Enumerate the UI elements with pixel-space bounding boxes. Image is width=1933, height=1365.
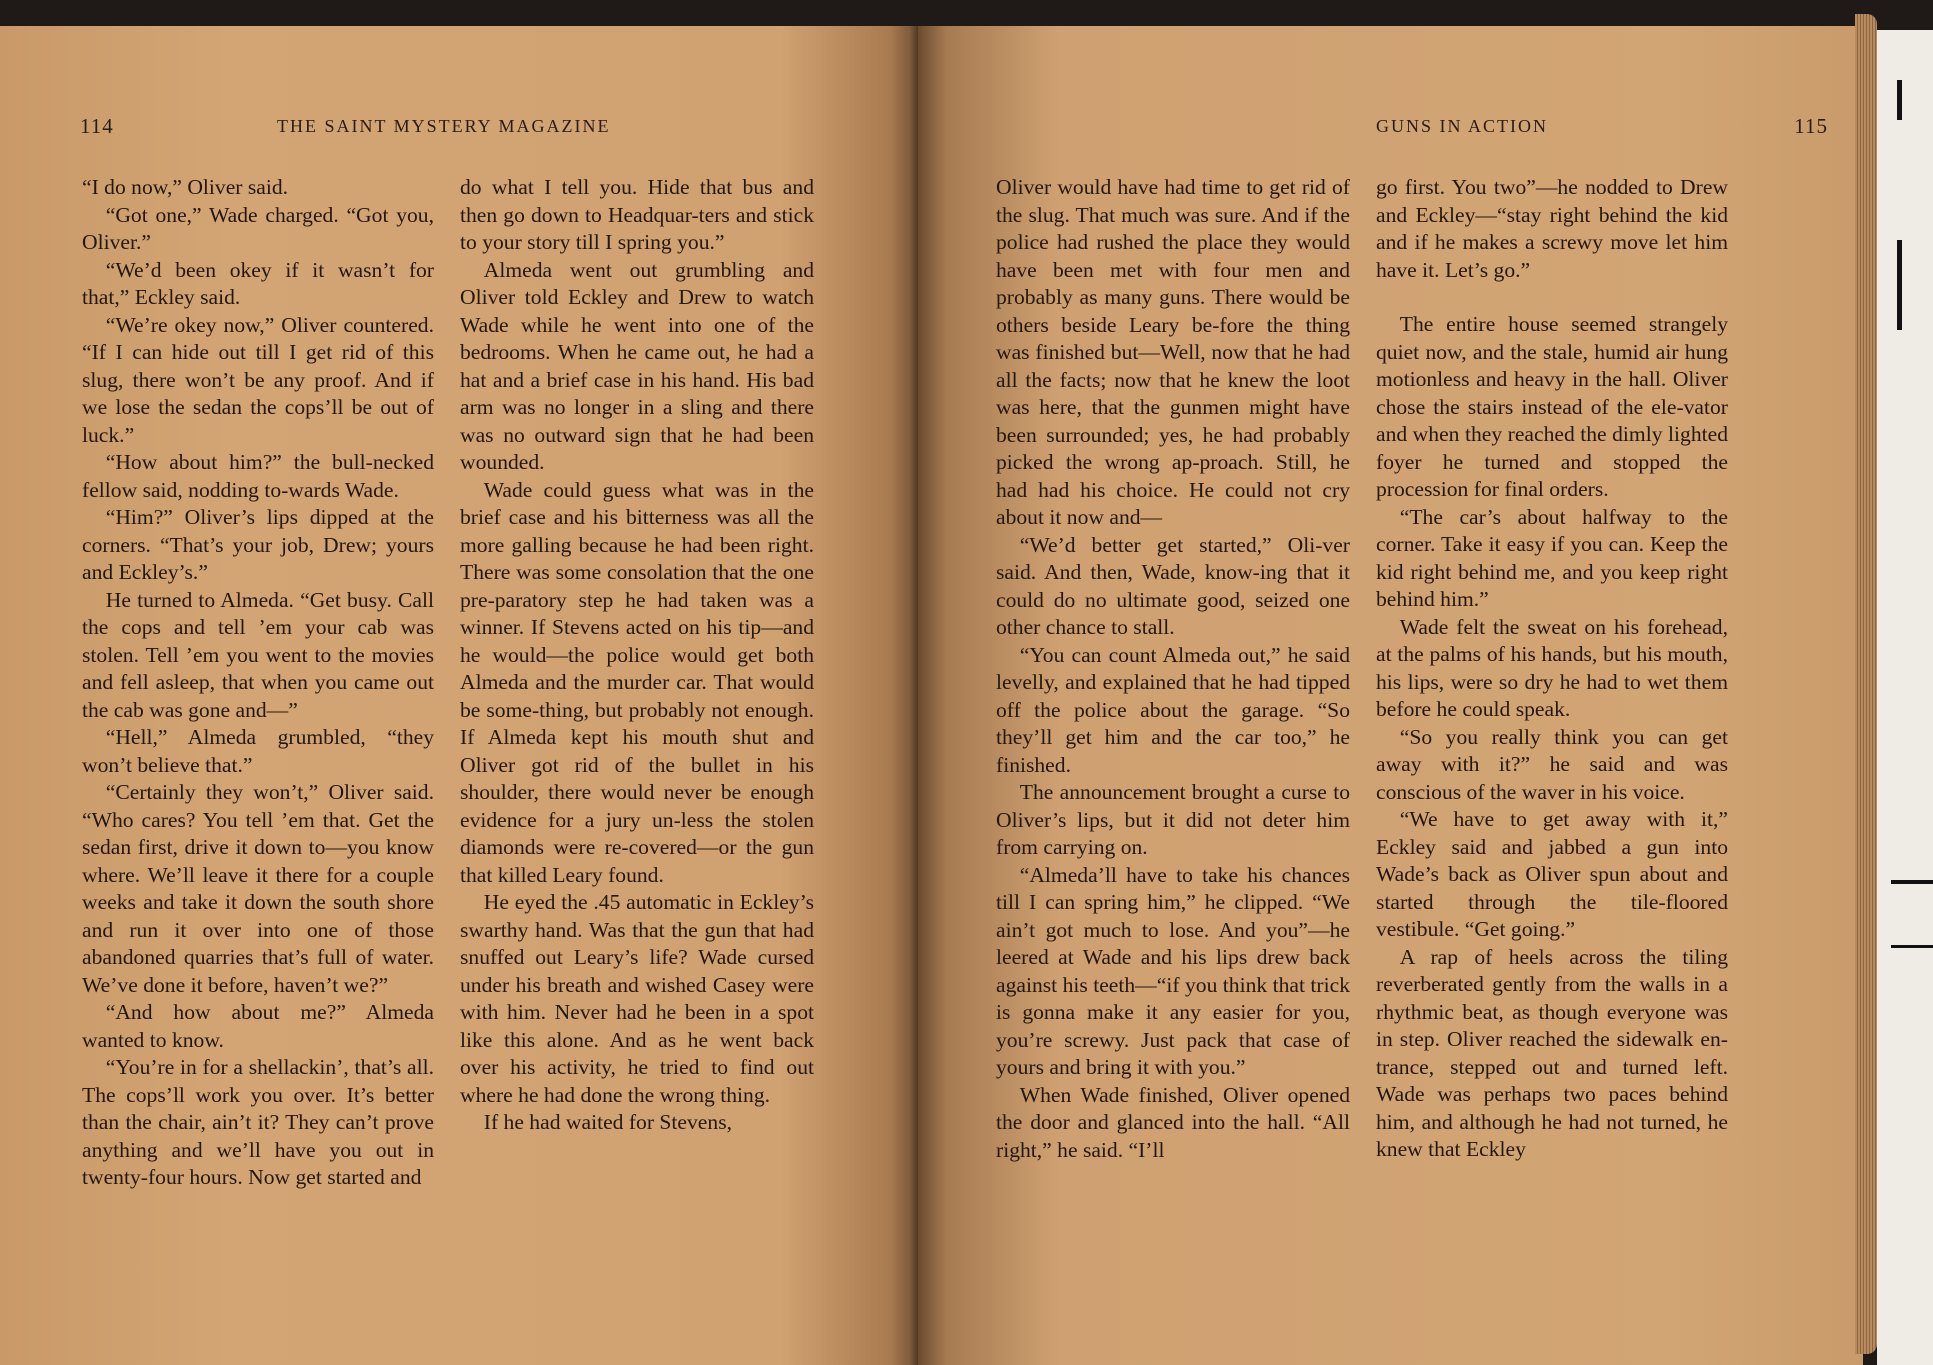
paragraph: “I do now,” Oliver said. [82,175,289,199]
paragraph: “Almeda’ll have to take his chances till I can spring him,” he clipped. “We ain’t got much to lose. And you”—he leered at Wade and his lips drew back against his teeth—“if you think that trick is gonna make it any easier for you, you’re screwy. Just pack that case of yours and bring it with you.” [996,862,1350,1079]
paragraph: When Wade finished, Oliver opened the door and glanced into the hall. “All right,” he said. “I’ll [996,1082,1350,1162]
background-mark [1891,945,1933,948]
paragraph: “And how about me?” Almeda wanted to know. [82,1000,434,1052]
text-column-2 [460,174,814,1137]
background-sheet [1877,30,1933,1365]
paragraph: “Hell,” Almeda grumbled, “they won’t believe that.” [82,725,434,777]
paragraph: He turned to Almeda. “Get busy. Call the cops and tell ’em your cab was stolen. Tell ’em you went to the movies and fell asleep, that when you came out the cab was gone and—” [82,587,434,722]
background-mark [1891,880,1933,884]
paragraph: The announcement brought a curse to Oliver’s lips, but it did not deter him from carrying on. [996,780,1350,859]
right-page-header [1008,114,1828,144]
paragraph: “You’re in for a shellackin’, that’s all. The cops’ll work you over. It’s better than the chair, ain’t it? They can’t prove anything and we’ll have you out in twenty-four hours. Now get started and [82,1055,434,1189]
paragraph: “Certainly they won’t,” Oliver said. “Who cares? You tell ’em that. Get the sedan first, drive it down to—you know where. We’ll leave it there for a couple weeks and take it down the south shore and run it over into one of those abandoned quarries that’s full of water. We’ve done it before, haven’t we?” [82,780,434,997]
paragraph: The entire house seemed strangely quiet now, and the stale, humid air hung motionless and heavy in the hall. Oliver chose the stairs instead of the ele-vator and when they reached the dimly lighted foyer he turned and stopped the procession for final orders. [1376,312,1728,501]
paragraph: “Him?” Oliver’s lips dipped at the corners. “That’s your job, Drew; yours and Eckley’s.” [82,505,434,584]
paragraph: do what I tell you. Hide that bus and then go down to Headquar-ters and stick to your story till I spring you.” [460,175,814,254]
background-mark [1897,240,1902,330]
paragraph: go first. You two”—he nodded to Drew and Eckley—“stay right behind the kid and if he makes a screwy move let him have it. Let’s go.” [1376,175,1728,282]
page-edges [1855,14,1877,1354]
paragraph: Wade felt the sweat on his forehead, at the palms of his hands, but his mouth, his lips, were so dry he had to wet them before he could speak. [1376,614,1728,721]
running-head: GUNS IN ACTION [1376,116,1548,136]
paragraph: Oliver would have had time to get rid of the slug. That much was sure. And if the police had rushed the place they would have been met with four men and probably as many guns. There would be others beside Leary be-fore the thing was finished but—Well, now that he had all the facts; now that he knew the loot was here, that the gunmen might have been surrounded; yes, he had probably picked the wrong ap-proach. Still, he had had his choice. He could not cry about it now and— [996,175,1350,529]
left-page [0,26,918,1365]
running-head: THE SAINT MYSTERY MAGAZINE [277,116,611,136]
left-page-header [80,114,918,144]
paragraph: “The car’s about halfway to the corner. Take it easy if you can. Keep the kid right behind me, and you keep right behind him.” [1376,504,1728,611]
paragraph: A rap of heels across the tiling reverberated gently from the walls in a rhythmic beat, as though everyone was in step. Oliver reached the sidewalk en-trance, stepped out and turned left. Wade was perhaps two paces behind him, and although he had not turned, he knew that Eckley [1376,944,1728,1161]
paragraph: “Got one,” Wade charged. “Got you, Oliver.” [82,202,434,254]
paragraph: Wade could guess what was in the brief case and his bitterness was all the more galling because he had been right. There was some consolation that the one pre-paratory step he had taken was a winner. If Stevens acted on his tip—and he would—the police would get both Almeda and the murder car. That would be some-thing, but probably not enough. If Almeda kept his mouth shut and Oliver got rid of the bullet in his shoulder, there would never be enough evidence for a jury un-less the stolen diamonds were re-covered—or the gun that killed Leary found. [460,477,814,887]
background-mark [1897,80,1902,120]
paragraph: Almeda went out grumbling and Oliver told Eckley and Drew to watch Wade while he went into one of the bedrooms. When he came out, he had a hat and a brief case in his hand. His bad arm was no longer in a sling and there was no outward sign that he had been wounded. [460,257,814,474]
paragraph: “How about him?” the bull-necked fellow said, nodding to-wards Wade. [82,450,434,502]
paragraph: “We’d better get started,” Oli-ver said. And then, Wade, know-ing that it could do no ultimate good, seized one other chance to stall. [996,532,1350,639]
paragraph: “You can count Almeda out,” he said levelly, and explained that he had tipped off the police about the garage. “So they’ll get him and the car too,” he finished. [996,642,1350,777]
text-column-1 [996,174,1350,1164]
paragraph: If he had waited for Stevens, [483,1110,732,1134]
text-column-2 [1376,174,1728,1164]
paragraph: “We have to get away with it,” Eckley said and jabbed a gun into Wade’s back as Oliver spun about and started through the tile-floored vestibule. “Get going.” [1376,807,1728,941]
right-page [918,26,1863,1365]
paragraph: “We’re okey now,” Oliver countered. “If I can hide out till I get rid of this slug, there won’t be any proof. And if we lose the sedan the cops’ll be out of luck.” [82,312,434,447]
page-number: 114 [80,114,114,138]
page-number: 115 [1794,114,1828,138]
paragraph: He eyed the .45 automatic in Eckley’s swarthy hand. Was that the gun that had snuffed out Leary’s life? Wade cursed under his breath and wished Casey were with him. Never had he been in a spot like this alone. And as he went back over his activity, he tried to find out where he had done the wrong thing. [460,890,814,1107]
paragraph: “We’d been okey if it wasn’t for that,” Eckley said. [82,257,434,309]
paragraph: “So you really think you can get away with it?” he said and was conscious of the waver in his voice. [1376,724,1728,804]
text-column-1 [82,174,434,1192]
